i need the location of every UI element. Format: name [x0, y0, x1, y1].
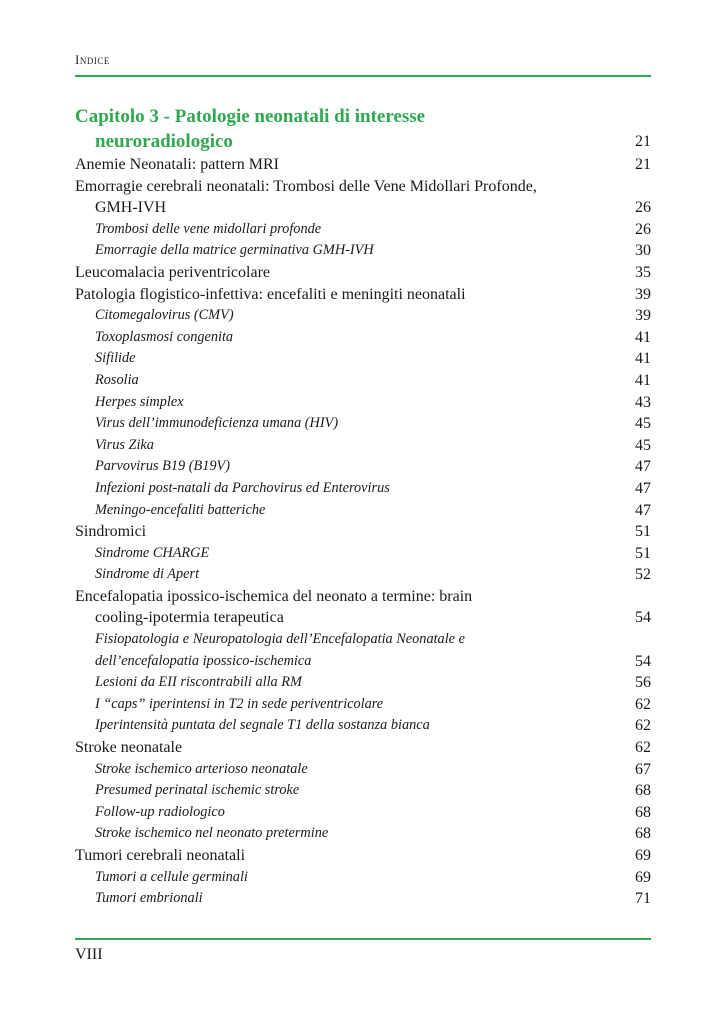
toc-subentry[interactable]: [75, 694, 651, 716]
toc-entry-title: Toxoplasmosi congenita: [95, 328, 234, 345]
toc-entry[interactable]: [75, 154, 651, 176]
toc-page-number: 47: [635, 479, 651, 497]
toc-subentry[interactable]: [75, 780, 651, 802]
page-folio: VIII: [75, 946, 103, 963]
toc-page-number: 35: [635, 263, 651, 281]
toc-entry-title: Tumori cerebrali neonatali: [75, 847, 246, 864]
toc-entry-title: Sindrome CHARGE: [95, 544, 210, 561]
toc-entry[interactable]: [75, 284, 651, 306]
toc-entry-title: Encefalopatia ipossico-ischemica del neonato a termine: brain: [75, 587, 473, 605]
toc-subentry[interactable]: [75, 478, 651, 500]
toc-entry-title: Patologia flogistico-infettiva: encefaliti e meningiti neonatali: [75, 285, 466, 303]
toc-page-number: 39: [635, 285, 651, 303]
chapter-heading[interactable]: [75, 104, 651, 154]
toc-entry-title: Virus dell’immunodeficienza umana (HIV): [95, 415, 339, 432]
toc-subentry[interactable]: [75, 802, 651, 824]
toc-subentry[interactable]: [75, 629, 651, 672]
toc-subentry[interactable]: [75, 392, 651, 414]
toc-entry-title-continuation: GMH-IVH: [95, 199, 167, 217]
toc-page-number: 43: [635, 393, 651, 411]
toc-subentry[interactable]: [75, 370, 651, 392]
toc-subentry[interactable]: [75, 240, 651, 262]
toc-page-number: 69: [635, 868, 651, 886]
toc-entry-title: Emorragie cerebrali neonatali: Trombosi delle Vene Midollari Profonde,: [75, 177, 537, 195]
toc-entry-title-continuation: cooling-ipotermia terapeutica: [95, 609, 284, 627]
toc-page-number: 21: [635, 156, 651, 173]
toc-entry-title: Virus Zika: [95, 436, 154, 453]
toc-entry-title: Stroke ischemico nel neonato pretermine: [95, 825, 329, 842]
toc-entry-title: Sifilide: [95, 350, 136, 367]
toc-page-number: 62: [635, 695, 651, 713]
toc-page-number: 47: [635, 458, 651, 476]
toc-subentry[interactable]: [75, 435, 651, 457]
toc-subentry[interactable]: [75, 219, 651, 241]
toc-page-number: 30: [635, 242, 651, 260]
toc-page-number: 54: [635, 652, 651, 670]
toc-page-number: 68: [635, 782, 651, 800]
toc-page-number: 26: [635, 199, 651, 217]
toc-page-number: 47: [635, 501, 651, 519]
toc-subentry[interactable]: [75, 564, 651, 586]
toc-page-number: 62: [635, 739, 651, 757]
toc-entry-title: I “caps” iperintensi in T2 in sede periventricolare: [95, 695, 384, 712]
toc-entry-title: Rosolia: [95, 371, 139, 388]
toc-entry-title: Tumori embrionali: [95, 890, 203, 907]
toc-entry-title: Infezioni post-natali da Parchovirus ed Enterovirus: [95, 479, 390, 496]
toc-page-number: 45: [635, 436, 651, 454]
toc-subentry[interactable]: [75, 823, 651, 845]
toc-entry-title: Stroke neonatale: [75, 739, 183, 757]
toc-page-number: 54: [635, 609, 651, 627]
toc-entry-title: Trombosi delle vene midollari profonde: [95, 220, 322, 237]
toc-entry-title: Sindromici: [75, 523, 147, 541]
toc-page-number: 69: [635, 847, 651, 864]
toc-page-number: 45: [635, 415, 651, 433]
toc-page-number: 51: [635, 523, 651, 541]
toc-subentry[interactable]: [75, 715, 651, 737]
toc-subentry[interactable]: [75, 348, 651, 370]
toc-entry-title: Leucomalacia periventricolare: [75, 263, 270, 281]
toc-entry-title: Parvovirus B19 (B19V): [95, 458, 230, 475]
toc-subentry[interactable]: [75, 672, 651, 694]
toc-subentry[interactable]: [75, 500, 651, 522]
toc-entry[interactable]: [75, 521, 651, 543]
toc-entry-title: Lesioni da EII riscontrabili alla RM: [95, 674, 302, 691]
toc-entry-title: Anemie Neonatali: pattern MRI: [75, 156, 279, 173]
header-rule: [75, 75, 651, 77]
toc-entry-title: Sindrome di Apert: [95, 566, 200, 583]
toc-subentry[interactable]: [75, 888, 651, 910]
toc-page-number: 41: [635, 371, 651, 389]
running-header: Indice: [75, 52, 110, 67]
chapter-title-line2: neuroradiologico: [95, 131, 233, 152]
toc-page-number: 52: [635, 566, 651, 584]
toc-page-number: 39: [635, 307, 651, 325]
chapter-title-line1: Capitolo 3 - Patologie neonatali di interesse: [75, 106, 426, 127]
toc-entry[interactable]: [75, 586, 651, 629]
toc-subentry[interactable]: [75, 305, 651, 327]
toc-entry-title: Fisiopatologia e Neuropatologia dell’Encefalopatia Neonatale e: [95, 631, 465, 648]
toc-entry-title: Meningo-encefaliti batteriche: [95, 501, 266, 518]
toc-subentry[interactable]: [75, 543, 651, 565]
toc-page-number: 56: [635, 674, 651, 692]
toc-page-number: 67: [635, 760, 651, 778]
toc-page-number: 41: [635, 328, 651, 346]
toc-page-number: 71: [635, 890, 651, 908]
toc-page-number: 26: [635, 220, 651, 238]
toc-subentry[interactable]: [75, 413, 651, 435]
toc-page-number: 62: [635, 717, 651, 735]
toc-subentry[interactable]: [75, 759, 651, 781]
toc-page-number: 41: [635, 350, 651, 368]
toc-subentry[interactable]: [75, 327, 651, 349]
toc-subentry[interactable]: [75, 867, 651, 889]
toc-entry-title: Stroke ischemico arterioso neonatale: [95, 760, 308, 777]
toc-page-number: 68: [635, 803, 651, 821]
toc-entry-title: Iperintensità puntata del segnale T1 della sostanza bianca: [95, 717, 430, 734]
toc-entries: [75, 154, 651, 910]
toc-entry-title: Emorragie della matrice germinativa GMH-IVH: [95, 242, 374, 259]
toc-entry[interactable]: [75, 737, 651, 759]
toc-entry[interactable]: [75, 176, 651, 219]
toc-entry-title: Citomegalovirus (CMV): [95, 307, 234, 324]
table-of-contents: [75, 104, 651, 910]
toc-entry[interactable]: [75, 845, 651, 867]
toc-entry-title-continuation: dell’encefalopatia ipossico-ischemica: [95, 652, 312, 669]
toc-subentry[interactable]: [75, 456, 651, 478]
toc-page-number: 68: [635, 825, 651, 843]
toc-entry-title: Herpes simplex: [95, 393, 184, 410]
toc-page-number: 51: [635, 544, 651, 562]
toc-entry-title: Tumori a cellule germinali: [95, 868, 248, 885]
chapter-page-number: 21: [635, 133, 651, 150]
toc-entry[interactable]: [75, 262, 651, 284]
footer-rule: [75, 938, 651, 940]
toc-entry-title: Presumed perinatal ischemic stroke: [95, 782, 300, 799]
toc-entry-title: Follow-up radiologico: [95, 803, 225, 820]
